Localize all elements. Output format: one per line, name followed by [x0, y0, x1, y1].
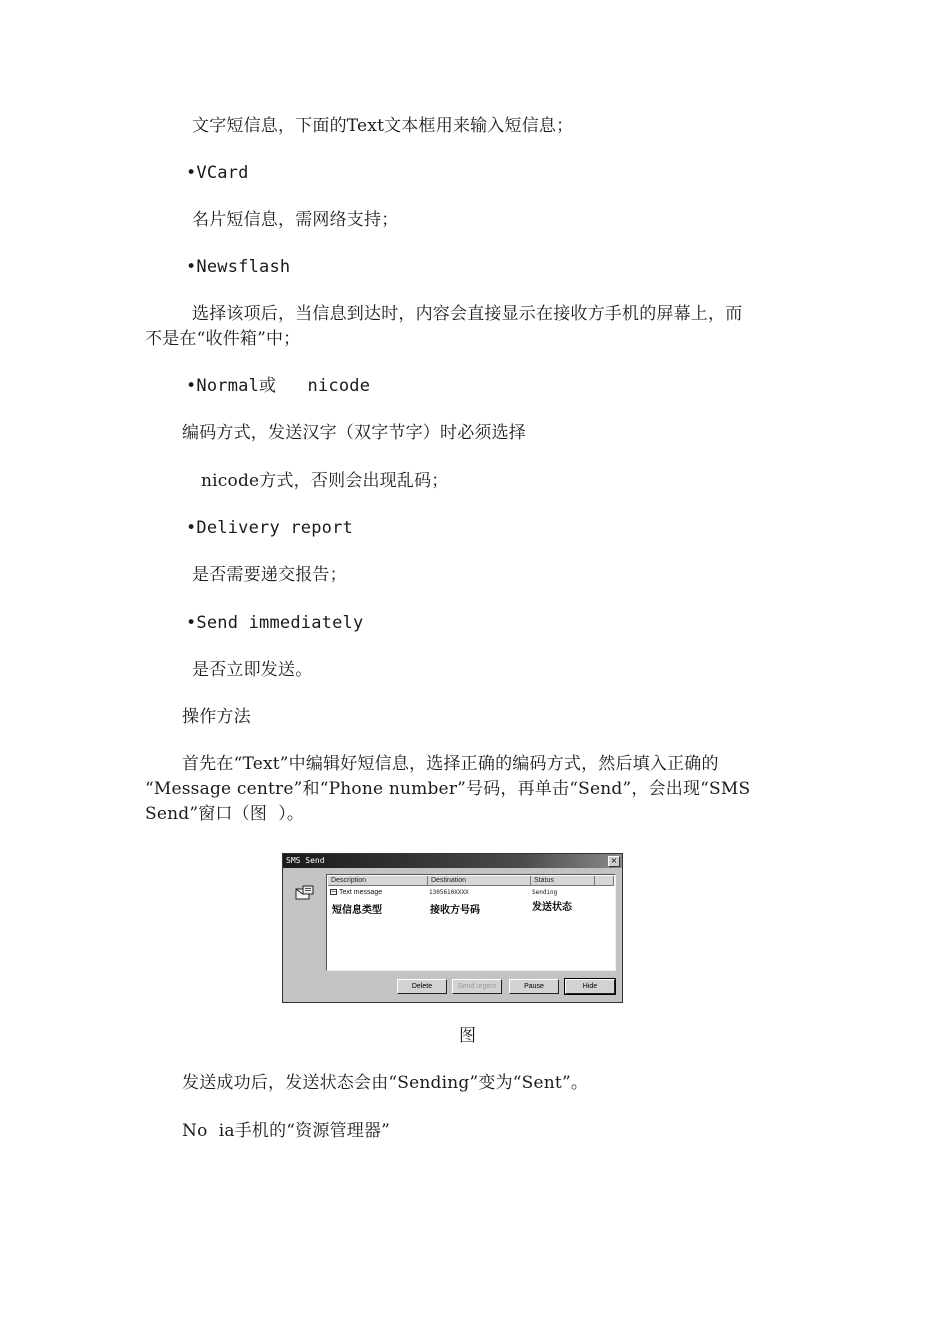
message-row-icon [330, 888, 338, 896]
bullet-newsflash: •Newsflash [186, 257, 291, 277]
paragraph-result: 发送成功后，发送状态会由“Sending”变为“Sent”。 [182, 1073, 589, 1093]
paragraph-newsflash-desc-1: 选择该项后，当信息到达时，内容会直接显示在接收方手机的屏幕上，而 [192, 304, 743, 324]
row-description[interactable]: Text message [339, 889, 383, 896]
column-header-destination[interactable]: Destination [428, 876, 531, 886]
column-header-status[interactable]: Status [531, 876, 595, 886]
hide-button[interactable]: Hide [565, 979, 615, 994]
annotation-message-type: 短信息类型 [332, 905, 382, 916]
close-button[interactable]: × [608, 856, 620, 867]
paragraph-vcard-desc: 名片短信息，需网络支持； [192, 210, 399, 230]
message-list[interactable] [326, 874, 616, 971]
sms-send-dialog [282, 853, 623, 1003]
message-send-icon [295, 884, 315, 902]
paragraph-text-desc: 文字短信息，下面的Text文本框用来输入短信息； [192, 116, 574, 136]
paragraph-report-desc: 是否需要递交报告； [192, 565, 347, 585]
row-destination[interactable]: 1305610XXXX [429, 889, 469, 896]
paragraph-explorer-heading: No ia手机的“资源管理器” [182, 1121, 391, 1141]
dialog-title: SMS Send [286, 856, 325, 865]
paragraph-method-2: “Message centre”和“Phone number”号码，再单击“Send”，会出现“SMS [145, 779, 751, 799]
send-urgent-button[interactable]: Send urgent [452, 979, 502, 994]
paragraph-method-3: Send”窗口（图 ）。 [145, 804, 305, 824]
bullet-send-immediately: •Send immediately [186, 613, 364, 633]
section-heading: 操作方法 [182, 707, 251, 727]
bullet-delivery-report: •Delivery report [186, 518, 353, 538]
figure-caption: 图 [459, 1026, 477, 1046]
paragraph-send-desc: 是否立即发送。 [192, 660, 313, 680]
column-header-description[interactable]: Description [328, 876, 428, 886]
annotation-send-status: 发送状态 [532, 902, 572, 913]
paragraph-encoding-desc: 编码方式，发送汉字（双字节字）时必须选择 [182, 423, 526, 443]
bullet-vcard: •VCard [186, 163, 249, 183]
pause-button[interactable]: Pause [509, 979, 559, 994]
dialog-titlebar [283, 854, 622, 868]
delete-button[interactable]: Delete [397, 979, 447, 994]
paragraph-method-1: 首先在“Text”中编辑好短信息，选择正确的编码方式，然后填入正确的 [182, 754, 719, 774]
row-status[interactable]: Sending [532, 889, 558, 896]
column-header-blank [595, 876, 614, 886]
annotation-recipient-number: 接收方号码 [430, 905, 480, 916]
paragraph-newsflash-desc-2: 不是在“收件箱”中； [145, 329, 301, 349]
paragraph-encoding-desc-2: nicode方式，否则会出现乱码； [201, 471, 449, 491]
bullet-normal-unicode: •Normal或 nicode [186, 376, 371, 396]
